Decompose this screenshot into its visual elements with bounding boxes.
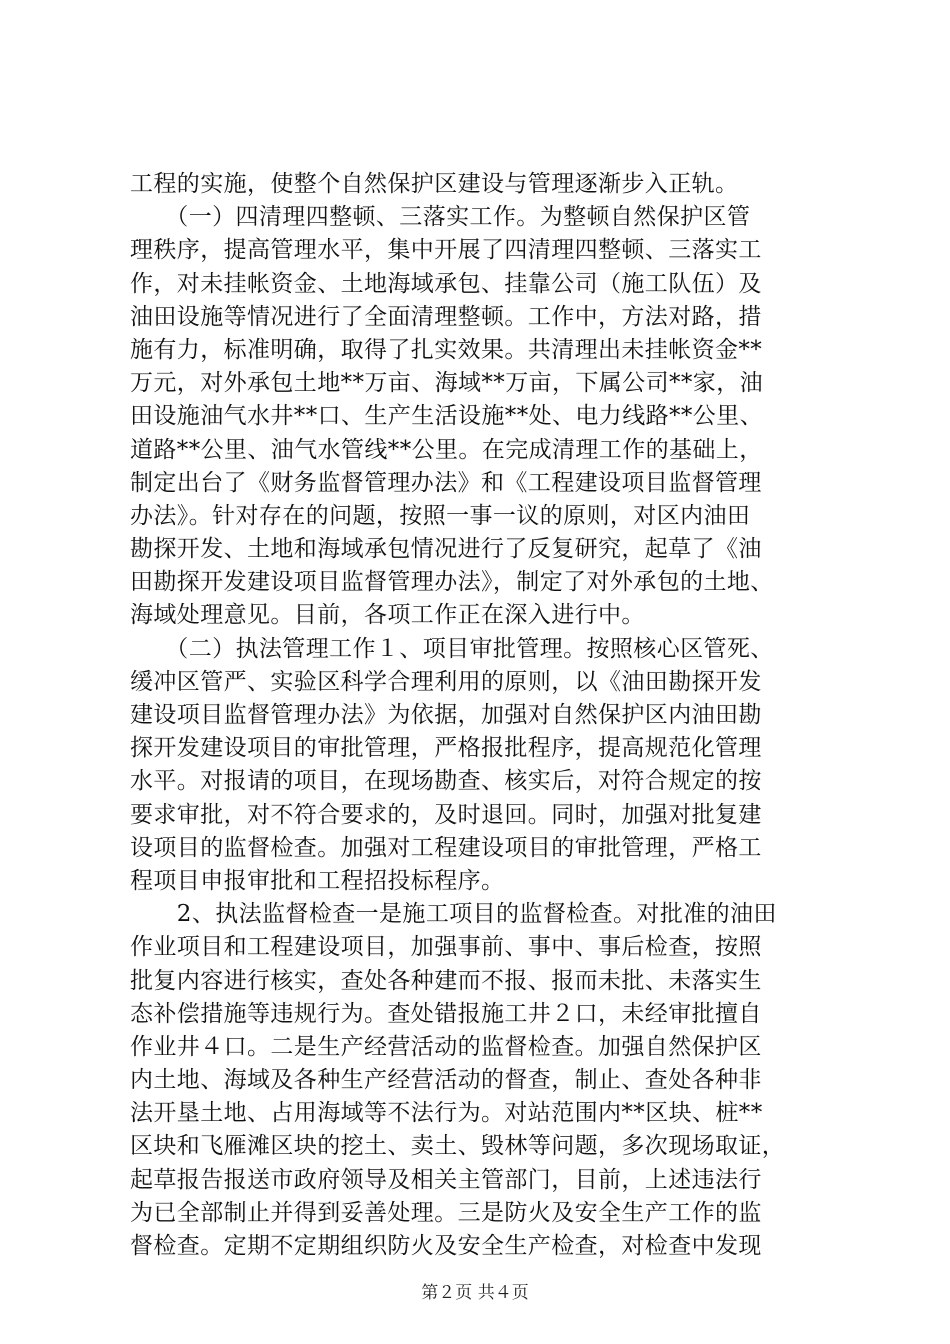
text-line: 理秩序，提高管理水平，集中开展了四清理四整顿、三落实工: [130, 237, 762, 264]
text-line: 田勘探开发建设项目监督管理办法》，制定了对外承包的土地、: [130, 569, 774, 596]
text-line: 探开发建设项目的审批管理，严格报批程序，提高规范化管理: [130, 735, 762, 762]
text-line: 勘探开发、土地和海域承包情况进行了反复研究，起草了《油: [130, 536, 762, 563]
text-line: 油田设施等情况进行了全面清理整顿。工作中，方法对路，措: [130, 303, 762, 330]
text-line: 督检查。定期不定期组织防火及安全生产检查，对检查中发现: [130, 1233, 762, 1259]
text-line: （二）执法管理工作１、项目审批管理。按照核心区管死、: [130, 635, 774, 662]
text-line: 工程的实施，使整个自然保护区建设与管理逐渐步入正轨。: [130, 171, 739, 197]
text-line: 作，对未挂帐资金、土地海域承包、挂靠公司（施工队伍）及: [130, 270, 762, 297]
text-line: 态补偿措施等违规行为。查处错报施工井２口，未经审批擅自: [130, 1000, 762, 1027]
text-line: 作业井４口。二是生产经营活动的监督检查。加强自然保护区: [130, 1033, 762, 1060]
text-line: 缓冲区管严、实验区科学合理利用的原则，以《油田勘探开发: [130, 668, 762, 695]
text-line: 要求审批，对不符合要求的，及时退回。同时，加强对批复建: [130, 801, 762, 828]
text-line: 道路**公里、油气水管线**公里。在完成清理工作的基础上，: [130, 436, 763, 463]
text-line: 施有力，标准明确，取得了扎实效果。共清理出未挂帐资金**: [130, 336, 763, 363]
text-line: 作业项目和工程建设项目，加强事前、事中、事后检查，按照: [130, 934, 762, 961]
text-line: 批复内容进行核实，查处各种建而不报、报而未批、未落实生: [130, 967, 762, 994]
text-line: 建设项目监督管理办法》为依据，加强对自然保护区内油田勘: [130, 702, 762, 728]
page-footer: 第２页 共４页: [421, 1283, 529, 1303]
text-line: 办法》。针对存在的问题，按照一事一议的原则，对区内油田: [130, 502, 751, 529]
text-line: 法开垦土地、占用海域等不法行为。对站范围内**区块、桩**: [130, 1100, 763, 1127]
text-line: （一）四清理四整顿、三落实工作。为整顿自然保护区管: [130, 204, 751, 231]
text-line: 制定出台了《财务监督管理办法》和《工程建设项目监督管理: [130, 469, 762, 496]
text-line: 2、执法监督检查一是施工项目的监督检查。对批准的油田: [130, 901, 777, 928]
text-line: 区块和飞雁滩区块的挖土、卖土、毁林等问题，多次现场取证，: [130, 1133, 786, 1160]
text-line: 设项目的监督检查。加强对工程建设项目的审批管理，严格工: [130, 834, 762, 861]
body-text: [130, 168, 830, 1263]
text-line: 田设施油气水井**口、生产生活设施**处、电力线路**公里、: [130, 403, 763, 430]
text-line: 海域处理意见。目前，各项工作正在深入进行中。: [130, 602, 645, 629]
text-line: 起草报告报送市政府领导及相关主管部门，目前，上述违法行: [130, 1166, 762, 1193]
text-line: 为已全部制止并得到妥善处理。三是防火及安全生产工作的监: [130, 1199, 762, 1226]
text-line: 水平。对报请的项目，在现场勘查、核实后，对符合规定的按: [130, 768, 762, 795]
text-line: 万元，对外承包土地**万亩、海域**万亩，下属公司**家，油: [130, 370, 763, 397]
text-line: 程项目申报审批和工程招投标程序。: [130, 867, 505, 894]
text-line: 内土地、海域及各种生产经营活动的督查，制止、查处各种非: [130, 1067, 762, 1094]
